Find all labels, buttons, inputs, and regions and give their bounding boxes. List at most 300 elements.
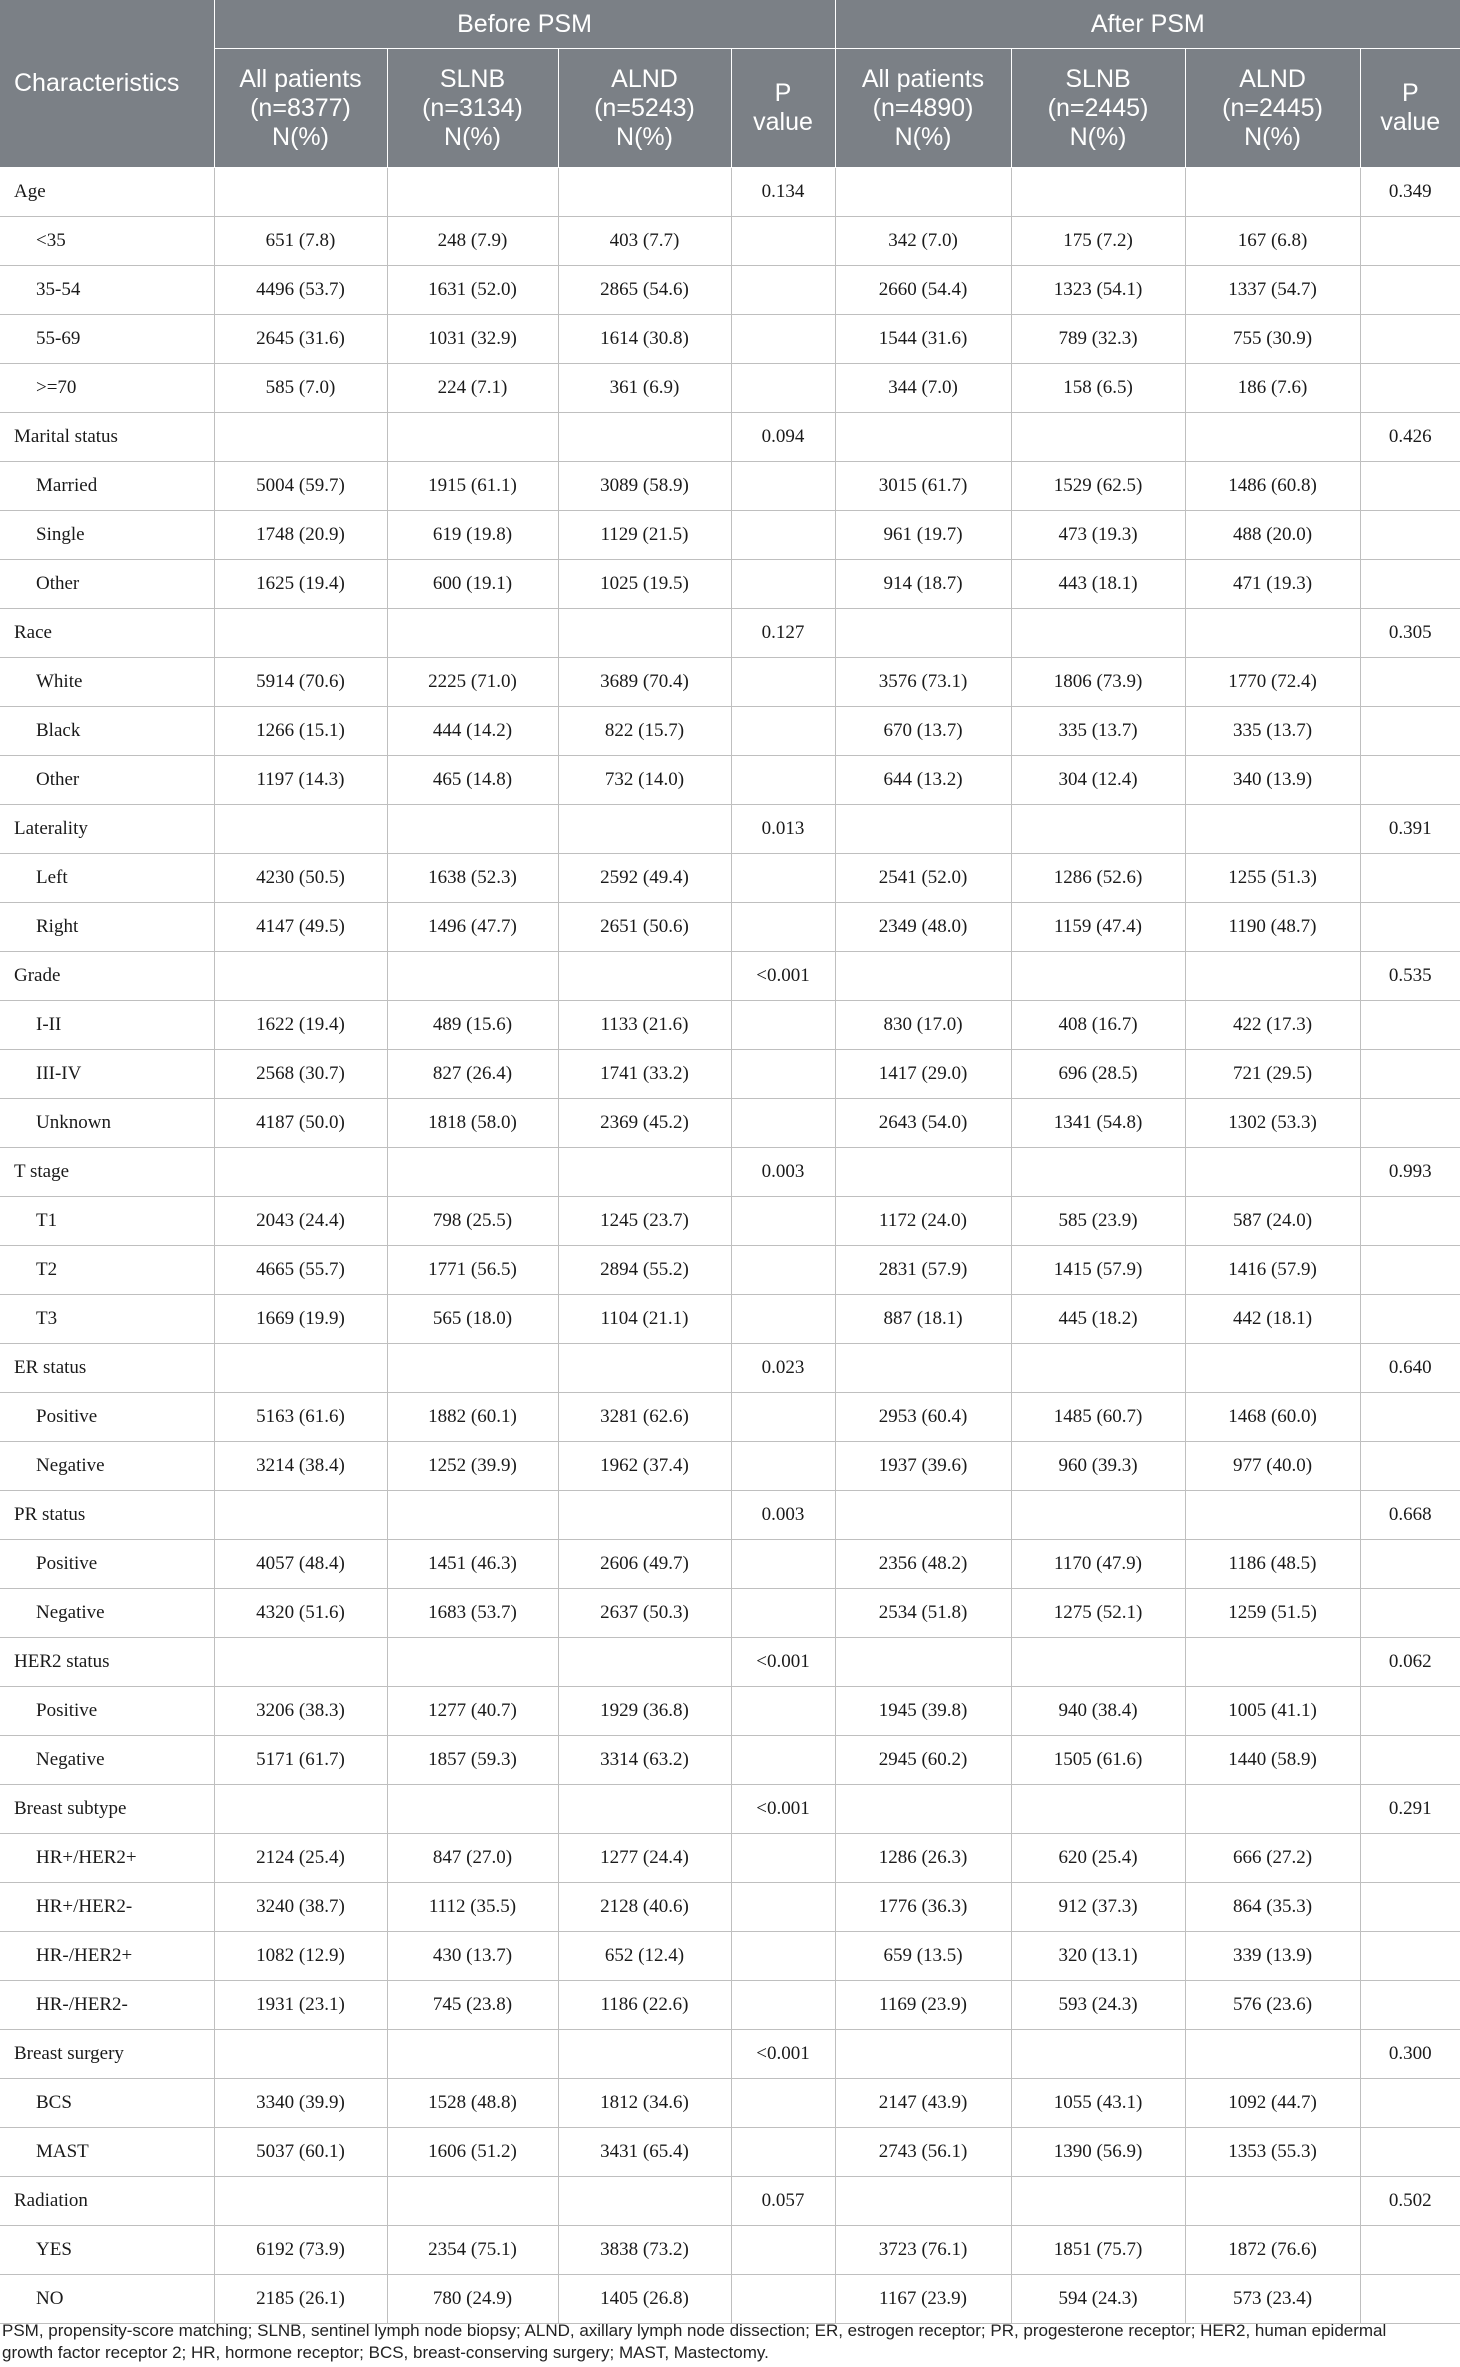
table-cell: 2185 (26.1) [214, 2275, 387, 2324]
table-cell [835, 413, 1011, 462]
header-line: value [753, 108, 813, 136]
table-cell: 670 (13.7) [835, 707, 1011, 756]
table-cell [387, 952, 558, 1001]
after-slnb-header [1011, 49, 1185, 168]
table-cell: 1323 (54.1) [1011, 266, 1185, 315]
table-cell: 961 (19.7) [835, 511, 1011, 560]
table-group-row [0, 1148, 1460, 1197]
table-cell: 0.013 [731, 805, 835, 854]
table-cell [731, 1687, 835, 1736]
row-label: PR status [0, 1491, 214, 1540]
table-cell: 2945 (60.2) [835, 1736, 1011, 1785]
table-cell: 1440 (58.9) [1185, 1736, 1360, 1785]
table-cell: 1776 (36.3) [835, 1883, 1011, 1932]
table-cell: 0.668 [1360, 1491, 1460, 1540]
row-label: Positive [0, 1687, 214, 1736]
header-line: SLNB [439, 64, 506, 93]
table-cell: 0.305 [1360, 609, 1460, 658]
table-cell [214, 805, 387, 854]
table-row [0, 1246, 1460, 1295]
table-cell [214, 1785, 387, 1834]
table-cell: 1417 (29.0) [835, 1050, 1011, 1099]
table-cell [1011, 1491, 1185, 1540]
table-cell: 4320 (51.6) [214, 1589, 387, 1638]
table-cell: 619 (19.8) [387, 511, 558, 560]
table-cell: 3089 (58.9) [558, 462, 731, 511]
table-cell [1360, 1442, 1460, 1491]
table-cell [558, 609, 731, 658]
before-alnd-header [558, 49, 731, 168]
table-header [0, 0, 1460, 168]
table-cell: 0.057 [731, 2177, 835, 2226]
table-cell: 3015 (61.7) [835, 462, 1011, 511]
table-cell: 977 (40.0) [1185, 1442, 1360, 1491]
table-cell: 1622 (19.4) [214, 1001, 387, 1050]
table-cell: 1337 (54.7) [1185, 266, 1360, 315]
table-cell [1011, 1785, 1185, 1834]
table-cell: 2831 (57.9) [835, 1246, 1011, 1295]
table-cell: 4187 (50.0) [214, 1099, 387, 1148]
table-cell: 5163 (61.6) [214, 1393, 387, 1442]
table-cell: 644 (13.2) [835, 756, 1011, 805]
row-label: Negative [0, 1442, 214, 1491]
table-group-row [0, 609, 1460, 658]
table-cell [387, 1785, 558, 1834]
table-cell [731, 364, 835, 413]
table-group-row [0, 1344, 1460, 1393]
header-line: ALND [611, 64, 678, 93]
table-cell [835, 1491, 1011, 1540]
table-cell [1360, 266, 1460, 315]
table-cell [1360, 1736, 1460, 1785]
table-cell: 1806 (73.9) [1011, 658, 1185, 707]
row-label: Positive [0, 1393, 214, 1442]
table-cell: 914 (18.7) [835, 560, 1011, 609]
table-cell [558, 1785, 731, 1834]
table-cell: 2592 (49.4) [558, 854, 731, 903]
table-cell: 1186 (22.6) [558, 1981, 731, 2030]
row-label: ER status [0, 1344, 214, 1393]
table-cell: 0.391 [1360, 805, 1460, 854]
table-cell: 5037 (60.1) [214, 2128, 387, 2177]
table-cell [1360, 1001, 1460, 1050]
table-cell: 1133 (21.6) [558, 1001, 731, 1050]
table-cell [1185, 805, 1360, 854]
table-cell: 651 (7.8) [214, 217, 387, 266]
table-cell: 1962 (37.4) [558, 1442, 731, 1491]
table-cell [387, 1491, 558, 1540]
row-label: I-II [0, 1001, 214, 1050]
table-cell [1011, 1344, 1185, 1393]
table-row [0, 1932, 1460, 1981]
table-cell: 1929 (36.8) [558, 1687, 731, 1736]
table-cell: 489 (15.6) [387, 1001, 558, 1050]
table-cell [214, 609, 387, 658]
row-label: Laterality [0, 805, 214, 854]
header-line: P [1401, 79, 1419, 107]
header-line: SLNB [1065, 64, 1131, 93]
table-cell: 445 (18.2) [1011, 1295, 1185, 1344]
table-cell [1011, 2177, 1185, 2226]
table-cell: 0.003 [731, 1491, 835, 1540]
table-cell: 3689 (70.4) [558, 658, 731, 707]
table-cell: 1286 (52.6) [1011, 854, 1185, 903]
table-cell: 471 (19.3) [1185, 560, 1360, 609]
table-cell: 1186 (48.5) [1185, 1540, 1360, 1589]
table-cell: 732 (14.0) [558, 756, 731, 805]
table-cell: 887 (18.1) [835, 1295, 1011, 1344]
table-cell: 1005 (41.1) [1185, 1687, 1360, 1736]
table-cell: 2354 (75.1) [387, 2226, 558, 2275]
table-cell [1011, 1638, 1185, 1687]
table-cell [214, 2030, 387, 2079]
table-cell [731, 1932, 835, 1981]
table-cell: 339 (13.9) [1185, 1932, 1360, 1981]
table-cell [835, 2030, 1011, 2079]
table-cell [731, 2128, 835, 2177]
table-cell [835, 805, 1011, 854]
table-cell: 4230 (50.5) [214, 854, 387, 903]
table-cell: 403 (7.7) [558, 217, 731, 266]
table-cell [387, 805, 558, 854]
row-label: Grade [0, 952, 214, 1001]
table-cell [1185, 168, 1360, 217]
table-cell [1185, 2030, 1360, 2079]
table-cell [1360, 1197, 1460, 1246]
table-row [0, 1001, 1460, 1050]
row-label: NO [0, 2275, 214, 2324]
table-cell: 1818 (58.0) [387, 1099, 558, 1148]
table-cell: 4057 (48.4) [214, 1540, 387, 1589]
table-cell: 2645 (31.6) [214, 315, 387, 364]
table-cell [214, 952, 387, 1001]
table-row [0, 1442, 1460, 1491]
table-cell [731, 1197, 835, 1246]
table-cell [214, 413, 387, 462]
table-row [0, 364, 1460, 413]
table-cell [558, 952, 731, 1001]
table-cell [387, 2177, 558, 2226]
table-cell: 0.535 [1360, 952, 1460, 1001]
table-cell: 0.003 [731, 1148, 835, 1197]
table-cell [1360, 1932, 1460, 1981]
table-cell: 1255 (51.3) [1185, 854, 1360, 903]
table-cell: 0.993 [1360, 1148, 1460, 1197]
header-line: N(%) [1069, 122, 1127, 151]
table-cell [835, 2177, 1011, 2226]
table-cell [214, 2177, 387, 2226]
table-body [0, 168, 1460, 2324]
table-cell [1360, 1834, 1460, 1883]
row-label: <35 [0, 217, 214, 266]
table-row [0, 2079, 1460, 2128]
row-label: MAST [0, 2128, 214, 2177]
table-cell: 0.300 [1360, 2030, 1460, 2079]
table-cell: 0.640 [1360, 1344, 1460, 1393]
table-group-row [0, 2177, 1460, 2226]
table-row [0, 1834, 1460, 1883]
table-cell: 594 (24.3) [1011, 2275, 1185, 2324]
table-cell: 847 (27.0) [387, 1834, 558, 1883]
header-line: All patients [239, 64, 362, 93]
table-row [0, 658, 1460, 707]
header-line: value [1380, 108, 1441, 136]
table-cell: 2894 (55.2) [558, 1246, 731, 1295]
table-cell: 1129 (21.5) [558, 511, 731, 560]
table-cell: 3838 (73.2) [558, 2226, 731, 2275]
table-cell [1360, 1393, 1460, 1442]
table-cell: 827 (26.4) [387, 1050, 558, 1099]
table-cell: 3240 (38.7) [214, 1883, 387, 1932]
table-cell: 798 (25.5) [387, 1197, 558, 1246]
table-cell: 430 (13.7) [387, 1932, 558, 1981]
table-cell [731, 1981, 835, 2030]
table-cell: 1082 (12.9) [214, 1932, 387, 1981]
table-cell: 1245 (23.7) [558, 1197, 731, 1246]
table-cell: 0.426 [1360, 413, 1460, 462]
table-cell [731, 854, 835, 903]
table-row [0, 1393, 1460, 1442]
table-row [0, 854, 1460, 903]
table-cell: 1275 (52.1) [1011, 1589, 1185, 1638]
row-label: Age [0, 168, 214, 217]
table-cell [1360, 1589, 1460, 1638]
table-row [0, 2275, 1460, 2324]
table-cell: 2743 (56.1) [835, 2128, 1011, 2177]
table-cell: 666 (27.2) [1185, 1834, 1360, 1883]
table-cell [1185, 1491, 1360, 1540]
table-cell: 6192 (73.9) [214, 2226, 387, 2275]
table-cell: 1172 (24.0) [835, 1197, 1011, 1246]
table-cell [1360, 2079, 1460, 2128]
table-cell [731, 2079, 835, 2128]
table-cell [1360, 560, 1460, 609]
table-cell: 344 (7.0) [835, 364, 1011, 413]
table-cell: 1468 (60.0) [1185, 1393, 1360, 1442]
table-cell: 1631 (52.0) [387, 266, 558, 315]
table-cell [731, 658, 835, 707]
table-cell [1360, 217, 1460, 266]
table-cell [214, 1491, 387, 1540]
table-cell [731, 1099, 835, 1148]
row-label: Single [0, 511, 214, 560]
table-row [0, 1050, 1460, 1099]
table-cell [1360, 2226, 1460, 2275]
table-cell [731, 315, 835, 364]
table-cell [1360, 1687, 1460, 1736]
table-cell [731, 2226, 835, 2275]
table-cell: 940 (38.4) [1011, 1687, 1185, 1736]
table-cell [731, 1883, 835, 1932]
table-cell: 2349 (48.0) [835, 903, 1011, 952]
table-cell: 1741 (33.2) [558, 1050, 731, 1099]
table-cell: 912 (37.3) [1011, 1883, 1185, 1932]
table-cell: 473 (19.3) [1011, 511, 1185, 560]
table-cell: 576 (23.6) [1185, 1981, 1360, 2030]
table-cell: 1771 (56.5) [387, 1246, 558, 1295]
table-cell: 3281 (62.6) [558, 1393, 731, 1442]
table-cell [1360, 658, 1460, 707]
table-cell: 2147 (43.9) [835, 2079, 1011, 2128]
table-cell: 1544 (31.6) [835, 315, 1011, 364]
table-cell [731, 1834, 835, 1883]
table-cell [558, 168, 731, 217]
table-cell: 620 (25.4) [1011, 1834, 1185, 1883]
table-cell [1185, 1638, 1360, 1687]
table-cell [1185, 609, 1360, 658]
table-group-row [0, 1638, 1460, 1687]
table-cell: 2541 (52.0) [835, 854, 1011, 903]
table-cell [558, 805, 731, 854]
table-cell [1360, 1050, 1460, 1099]
header-line: P [774, 79, 792, 107]
table-cell [835, 168, 1011, 217]
table-cell [835, 952, 1011, 1001]
table-cell: 1104 (21.1) [558, 1295, 731, 1344]
table-cell: 2225 (71.0) [387, 658, 558, 707]
table-cell: 4665 (55.7) [214, 1246, 387, 1295]
header-line: (n=5243) [594, 93, 695, 122]
table-cell [731, 1246, 835, 1295]
table-cell [1360, 903, 1460, 952]
table-cell: 0.349 [1360, 168, 1460, 217]
header-line: N(%) [444, 122, 501, 151]
table-row [0, 756, 1460, 805]
table-cell: 1486 (60.8) [1185, 462, 1360, 511]
table-cell: 167 (6.8) [1185, 217, 1360, 266]
subheader-row [0, 49, 1460, 168]
table-cell [1011, 609, 1185, 658]
table-cell [1360, 756, 1460, 805]
table-cell [558, 1148, 731, 1197]
table-row [0, 1197, 1460, 1246]
table-cell: 361 (6.9) [558, 364, 731, 413]
table-cell: 1405 (26.8) [558, 2275, 731, 2324]
row-label: Black [0, 707, 214, 756]
row-label: >=70 [0, 364, 214, 413]
table-cell: 2643 (54.0) [835, 1099, 1011, 1148]
table-cell: 3431 (65.4) [558, 2128, 731, 2177]
table-cell [835, 609, 1011, 658]
table-cell: 1092 (44.7) [1185, 2079, 1360, 2128]
table-cell: 2043 (24.4) [214, 1197, 387, 1246]
table-cell: 1882 (60.1) [387, 1393, 558, 1442]
table-cell [835, 1785, 1011, 1834]
table-cell: 1857 (59.3) [387, 1736, 558, 1785]
table-cell: 224 (7.1) [387, 364, 558, 413]
table-cell: 2865 (54.6) [558, 266, 731, 315]
table-cell: 0.127 [731, 609, 835, 658]
row-label: BCS [0, 2079, 214, 2128]
table-cell: 335 (13.7) [1185, 707, 1360, 756]
table-group-row [0, 1785, 1460, 1834]
table-cell [1011, 168, 1185, 217]
row-label: Right [0, 903, 214, 952]
table-cell: 0.023 [731, 1344, 835, 1393]
table-cell: 3340 (39.9) [214, 2079, 387, 2128]
table-cell [387, 413, 558, 462]
table-cell [558, 1491, 731, 1540]
header-line: N(%) [616, 122, 673, 151]
table-cell: 1931 (23.1) [214, 1981, 387, 2030]
table-cell [731, 1736, 835, 1785]
table-cell: <0.001 [731, 1785, 835, 1834]
table-cell: 2534 (51.8) [835, 1589, 1011, 1638]
table-row [0, 1736, 1460, 1785]
after-all-patients-header [835, 49, 1011, 168]
table-cell: 593 (24.3) [1011, 1981, 1185, 2030]
table-cell [214, 1344, 387, 1393]
row-label: 35-54 [0, 266, 214, 315]
table-cell [214, 1638, 387, 1687]
table-cell: 0.291 [1360, 1785, 1460, 1834]
header-line: N(%) [894, 122, 952, 151]
table-row [0, 511, 1460, 560]
table-cell: 248 (7.9) [387, 217, 558, 266]
table-cell: 600 (19.1) [387, 560, 558, 609]
table-cell: 780 (24.9) [387, 2275, 558, 2324]
table-cell: 1025 (19.5) [558, 560, 731, 609]
table-cell: 585 (23.9) [1011, 1197, 1185, 1246]
table-cell [387, 168, 558, 217]
table-cell: 408 (16.7) [1011, 1001, 1185, 1050]
table-cell: 2356 (48.2) [835, 1540, 1011, 1589]
table-cell: 1606 (51.2) [387, 2128, 558, 2177]
table-cell: 830 (17.0) [835, 1001, 1011, 1050]
table-cell: 186 (7.6) [1185, 364, 1360, 413]
after-p-value-header [1360, 49, 1460, 168]
table-cell [1011, 413, 1185, 462]
row-label: 55-69 [0, 315, 214, 364]
table-cell: 1277 (40.7) [387, 1687, 558, 1736]
row-label: White [0, 658, 214, 707]
table-cell: 573 (23.4) [1185, 2275, 1360, 2324]
table-cell [731, 1050, 835, 1099]
table-group-row [0, 805, 1460, 854]
table-cell: 585 (7.0) [214, 364, 387, 413]
table-cell: 2568 (30.7) [214, 1050, 387, 1099]
table-cell: 2606 (49.7) [558, 1540, 731, 1589]
table-cell [1185, 1148, 1360, 1197]
table-cell: 1353 (55.3) [1185, 2128, 1360, 2177]
table-cell: 1055 (43.1) [1011, 2079, 1185, 2128]
row-label: T2 [0, 1246, 214, 1295]
characteristics-header: Characteristics [0, 0, 214, 168]
table-cell: 443 (18.1) [1011, 560, 1185, 609]
after-alnd-header [1185, 49, 1360, 168]
table-row [0, 1099, 1460, 1148]
table-cell [1360, 2275, 1460, 2324]
table-cell [1011, 952, 1185, 1001]
table-row [0, 266, 1460, 315]
table-cell: 3206 (38.3) [214, 1687, 387, 1736]
table-group-row [0, 168, 1460, 217]
table-cell [1185, 2177, 1360, 2226]
row-label: Positive [0, 1540, 214, 1589]
row-label: Breast surgery [0, 2030, 214, 2079]
table-cell [731, 756, 835, 805]
table-cell: 5914 (70.6) [214, 658, 387, 707]
table-cell [731, 462, 835, 511]
table-cell [731, 707, 835, 756]
table-cell: 0.062 [1360, 1638, 1460, 1687]
table-cell: 822 (15.7) [558, 707, 731, 756]
table-cell [731, 266, 835, 315]
table-group-row [0, 2030, 1460, 2079]
table-cell [835, 1344, 1011, 1393]
table-cell: 175 (7.2) [1011, 217, 1185, 266]
table-cell: 422 (17.3) [1185, 1001, 1360, 1050]
